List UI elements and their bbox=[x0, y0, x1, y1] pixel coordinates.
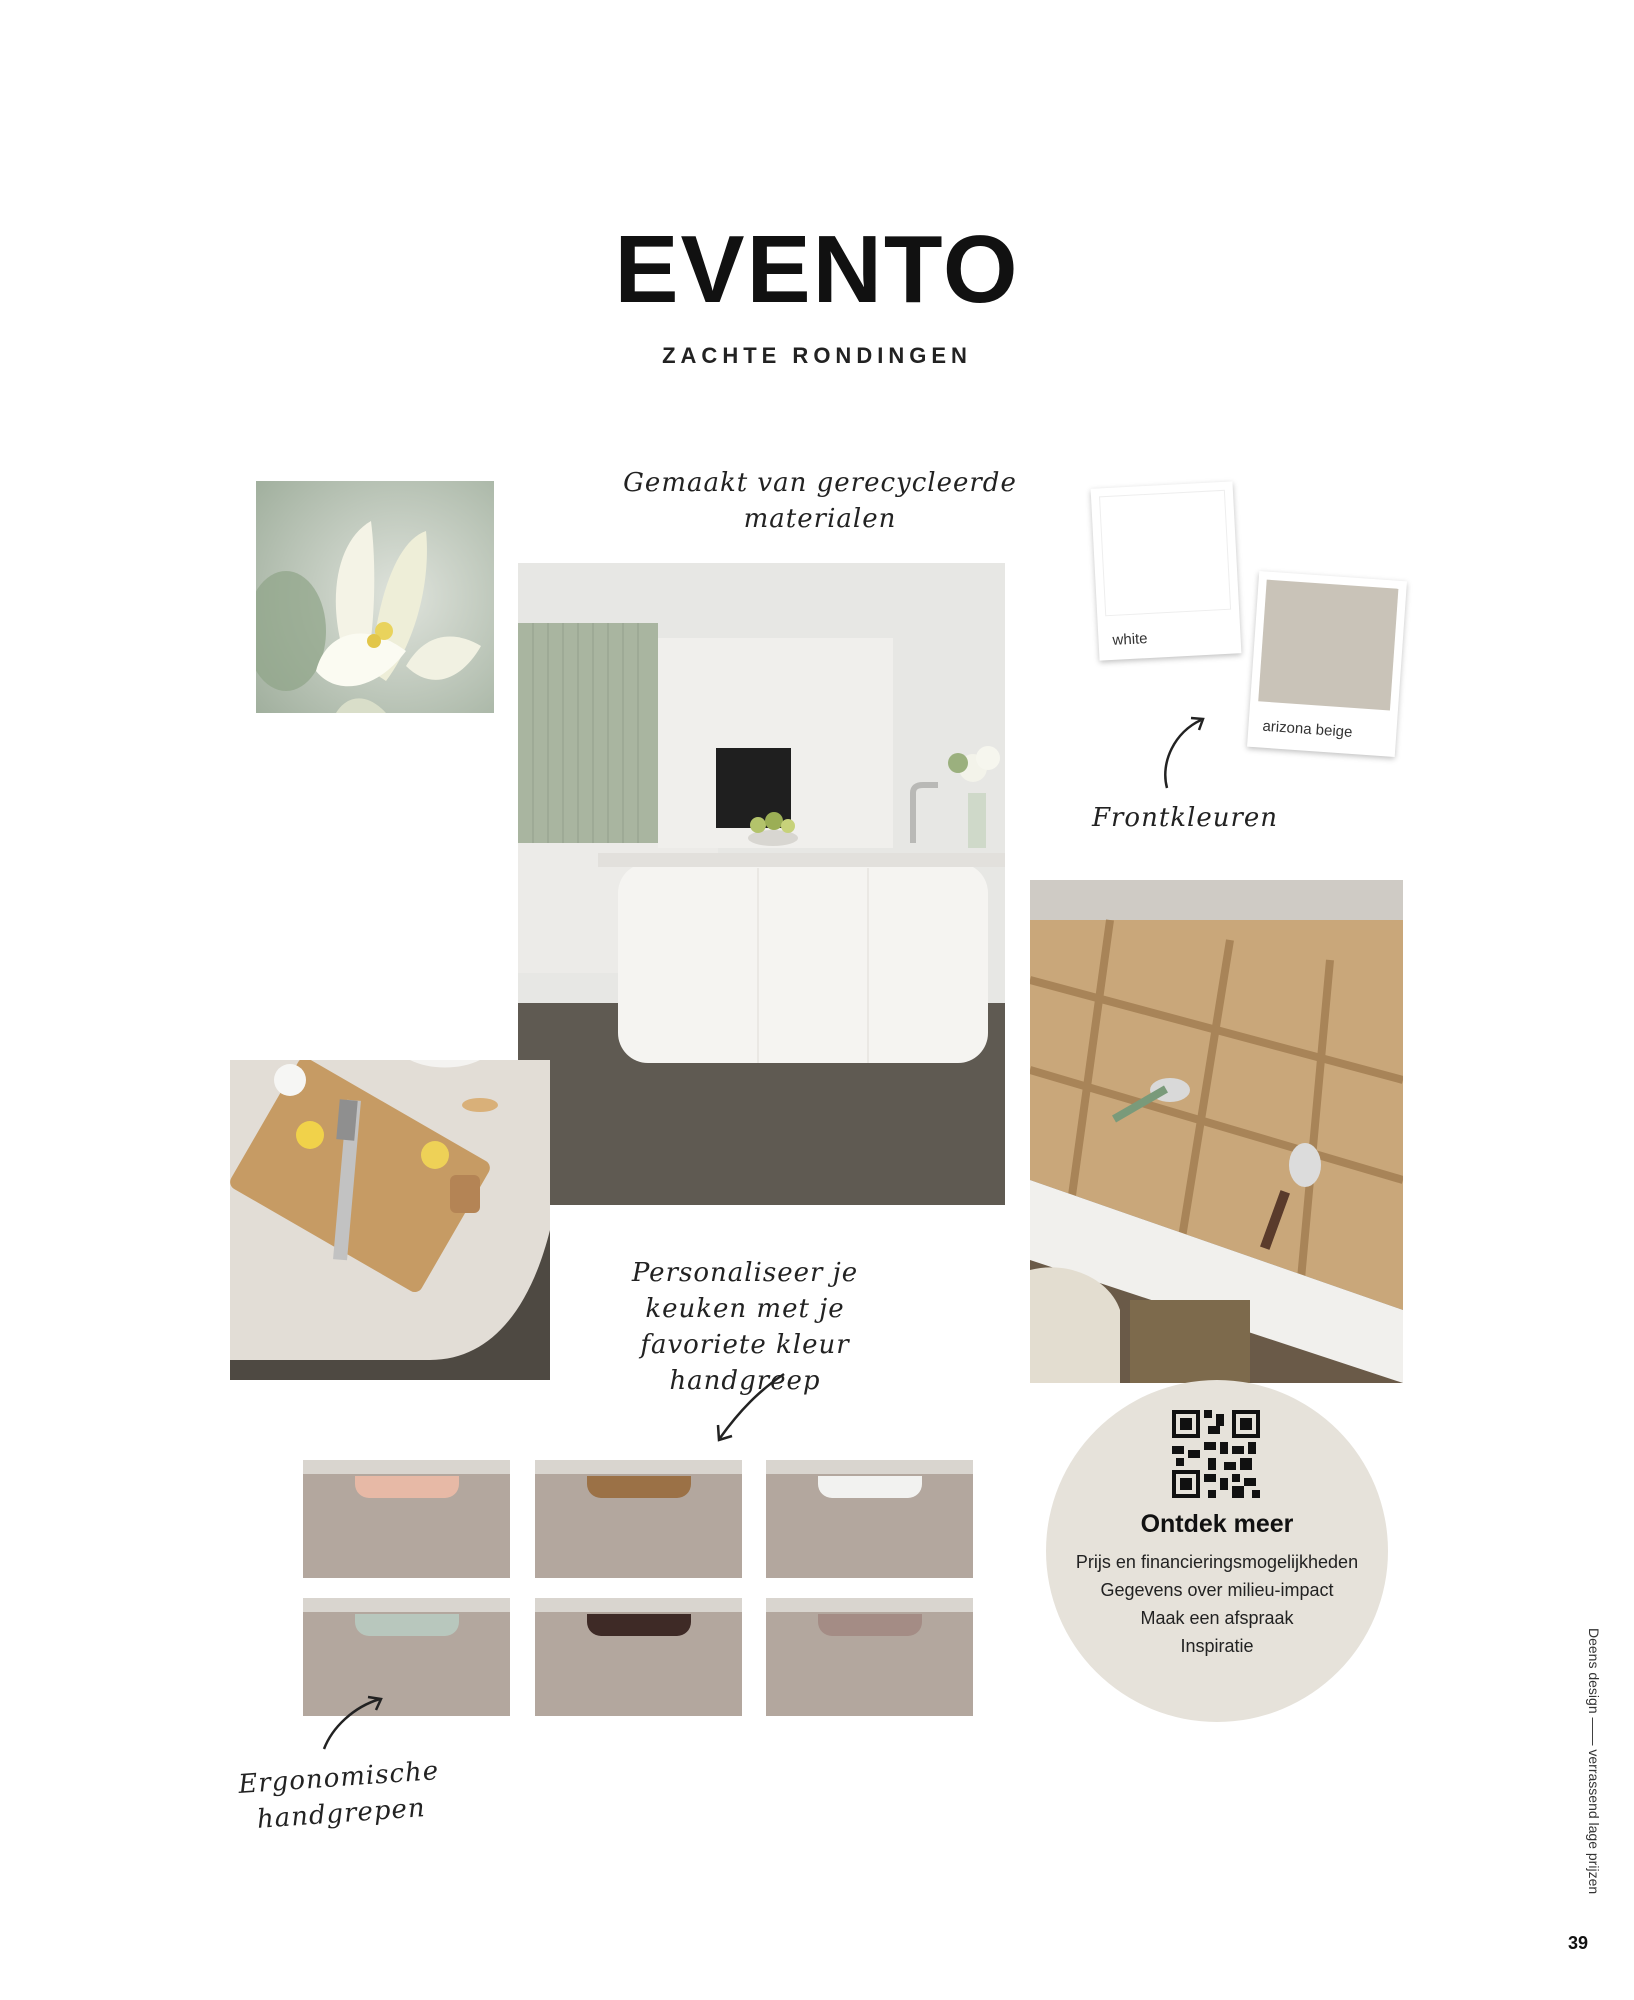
front-colors-note: Frontkleuren bbox=[1091, 803, 1279, 833]
handle-sample-1 bbox=[303, 1460, 510, 1578]
handle-sample-6 bbox=[766, 1598, 973, 1716]
handle-sample-5 bbox=[535, 1598, 742, 1716]
arrow-icon bbox=[710, 1370, 790, 1445]
handle-3 bbox=[818, 1476, 922, 1498]
cutting-board-photo bbox=[230, 1060, 550, 1380]
page-subtitle: ZACHTE RONDINGEN bbox=[662, 343, 972, 368]
info-circle bbox=[1046, 1380, 1388, 1722]
info-line-inspiration[interactable]: Inspiratie bbox=[1180, 1636, 1254, 1656]
kitchen-photo bbox=[518, 563, 1005, 1205]
handle-sample-3 bbox=[766, 1460, 973, 1578]
page-number: 39 bbox=[1568, 1933, 1589, 1953]
swatch-white bbox=[1091, 481, 1242, 660]
handle-5 bbox=[587, 1614, 691, 1636]
arrow-icon bbox=[318, 1693, 388, 1753]
handle-6 bbox=[818, 1614, 922, 1636]
personalize-note: Personaliseer je keuken met je favoriete kleur handgreep bbox=[631, 1258, 859, 1396]
handle-2 bbox=[587, 1476, 691, 1498]
handle-sample-2 bbox=[535, 1460, 742, 1578]
drawer-photo bbox=[1030, 880, 1403, 1383]
info-line-appointment[interactable]: Maak een afspraak bbox=[1140, 1608, 1294, 1628]
info-line-price[interactable]: Prijs en financieringsmogelijkheden bbox=[1075, 1552, 1359, 1572]
qr-code-icon[interactable] bbox=[1172, 1410, 1260, 1498]
page-title: EVENTO bbox=[614, 216, 1020, 323]
arrow-icon bbox=[1155, 712, 1215, 792]
info-title: Ontdek meer bbox=[1140, 1510, 1294, 1538]
handle-4 bbox=[355, 1614, 459, 1636]
swatch-white-label: white bbox=[1112, 630, 1148, 649]
side-tagline: Deens design —— verrassend lage prijzen bbox=[1586, 1628, 1602, 1895]
swatch-arizona-beige-label: arizona beige bbox=[1261, 717, 1353, 741]
swatch-arizona-beige bbox=[1247, 571, 1407, 757]
handle-1 bbox=[355, 1476, 459, 1498]
info-line-environment[interactable]: Gegevens over milieu-impact bbox=[1100, 1580, 1334, 1600]
recycled-note: Gemaakt van gerecycleerde materialen bbox=[623, 468, 1017, 534]
flower-photo bbox=[256, 481, 494, 713]
ergonomic-note: Ergonomische handgrepen bbox=[237, 1756, 441, 1835]
